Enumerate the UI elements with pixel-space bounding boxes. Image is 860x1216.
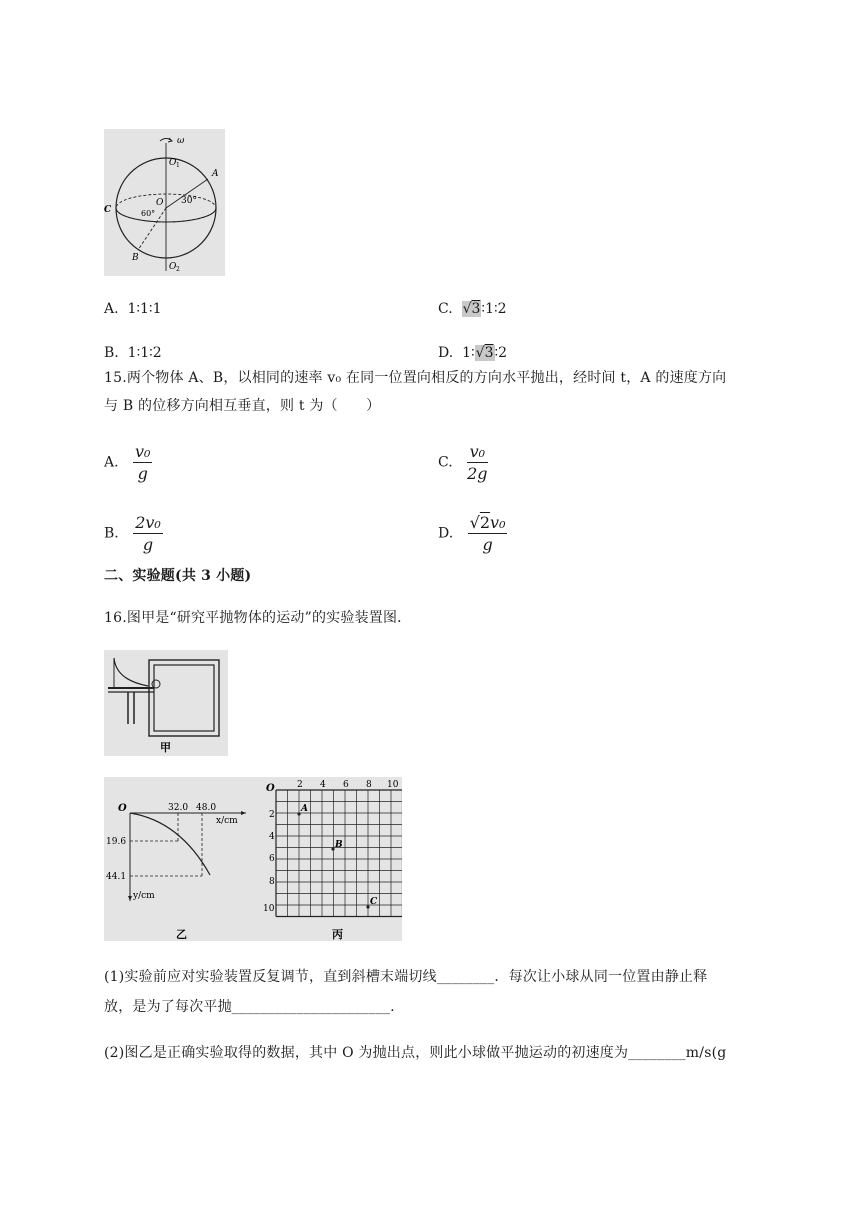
bing-origin-label: O [266, 783, 275, 794]
q16-part2-line1: (2)图乙是正确实验取得的数据，其中 O 为抛出点，则此小球做平抛运动的初速度为________m/s(g [104, 1045, 727, 1061]
bing-left-tick: 4 [269, 832, 275, 842]
option-label: A. [104, 301, 119, 317]
trajectory-figure [104, 777, 402, 941]
fraction-denominator: 2g [467, 464, 488, 483]
sqrt-expression: √3 [462, 301, 481, 317]
bing-top-tick: 8 [366, 780, 372, 790]
option-text-pre: 1∶ [462, 345, 475, 361]
fraction [467, 442, 487, 483]
q15-option-d [438, 513, 507, 554]
section-heading: 二、实验题(共 3 小题) [104, 568, 252, 584]
sphere-figure [104, 129, 225, 276]
numerator-rest: v₀ [490, 513, 506, 532]
bing-top-tick: 10 [387, 780, 399, 790]
bing-left-tick: 6 [269, 854, 275, 864]
apparatus-figure [104, 650, 228, 756]
omega-label: ω [177, 136, 185, 146]
fraction-denominator: g [142, 535, 154, 554]
q15-option-c [438, 442, 488, 483]
fraction-numerator: v₀ [135, 442, 151, 461]
sqrt-radicand: 2 [479, 513, 491, 532]
fraction-denominator: g [482, 535, 493, 554]
option-label: D. [438, 345, 454, 361]
point-c-label: C [104, 205, 112, 215]
yi-y-tick: 44.1 [106, 872, 127, 882]
option-label: B. [104, 525, 119, 542]
option-label: C. [438, 301, 453, 317]
bing-left-tick: 10 [263, 904, 275, 914]
q14-option-a [104, 301, 161, 317]
sphere-diagram [104, 129, 225, 276]
q15-stem-line1: 15.两个物体 A、B，以相同的速率 v₀ 在同一位置向相反的方向水平抛出，经时间 t，A 的速度方向 [104, 370, 727, 386]
sqrt-expression: √3 [475, 345, 494, 361]
fraction-numerator: 2v₀ [135, 513, 161, 532]
o2-subscript: 2 [176, 266, 180, 273]
figure-jia-caption: 甲 [160, 741, 171, 754]
option-text: 1∶1∶2 [127, 345, 162, 361]
figure-bing-caption: 丙 [332, 928, 343, 941]
apparatus-diagram [104, 650, 228, 756]
q16-part1-line1: (1)实验前应对实验装置反复调节，直到斜槽末端切线________．每次让小球从同一位置由静止释 [104, 969, 708, 985]
sqrt-radicand: 3 [484, 345, 494, 361]
option-label: C. [438, 454, 453, 471]
fraction [468, 513, 508, 554]
bing-top-tick: 4 [320, 780, 326, 790]
o2-label: O [169, 262, 177, 272]
trajectory-diagram [104, 777, 402, 941]
option-label: B. [104, 345, 119, 361]
fraction-numerator: v₀ [467, 442, 487, 463]
sqrt-radicand: 3 [471, 301, 481, 317]
center-o-label: O [156, 198, 164, 208]
bing-point-a-label: A [301, 804, 308, 814]
option-label: D. [438, 525, 454, 542]
figure-yi-caption: 乙 [176, 928, 187, 941]
bing-point-b-label: B [335, 840, 343, 850]
bing-point-c-label: C [370, 897, 378, 907]
bing-top-tick: 2 [297, 780, 303, 790]
q16-intro: 16.图甲是“研究平抛物体的运动”的实验装置图． [104, 610, 412, 626]
point-b-label: B [132, 253, 139, 263]
q15-stem-line2: 与 B 的位移方向相互垂直，则 t 为（ ） [104, 398, 381, 414]
option-label: A. [104, 454, 119, 471]
angle-60-label: 60° [141, 209, 156, 218]
q16-part1-line2: 放，是为了每次平抛______________________． [104, 999, 405, 1015]
fraction-denominator: g [137, 464, 148, 483]
q14-option-d [438, 345, 507, 361]
fraction [133, 513, 163, 554]
bing-left-tick: 8 [269, 877, 275, 887]
o1-subscript: 1 [176, 162, 180, 169]
yi-y-tick: 19.6 [106, 837, 127, 847]
option-text: ∶2 [494, 345, 508, 361]
option-text: 1∶1∶1 [127, 301, 162, 317]
option-text: ∶1∶2 [481, 301, 507, 317]
q15-option-a [104, 442, 152, 483]
fraction-numerator: √2v₀ [469, 513, 506, 532]
yi-x-tick: 32.0 [168, 803, 189, 813]
angle-30-label: 30° [181, 196, 197, 206]
fraction [133, 442, 152, 483]
q15-option-b [104, 513, 163, 554]
point-a-label: A [212, 169, 219, 179]
o1-label: O [169, 158, 177, 168]
bing-left-tick: 2 [269, 810, 275, 820]
yi-origin-label: O [118, 803, 127, 814]
yi-y-axis-label: y/cm [133, 891, 155, 901]
bing-top-tick: 6 [343, 780, 349, 790]
q14-option-b [104, 345, 162, 361]
yi-x-tick: 48.0 [196, 803, 217, 813]
yi-x-axis-label: x/cm [216, 816, 238, 826]
q14-option-c [438, 301, 507, 317]
bing-grid [276, 790, 402, 917]
